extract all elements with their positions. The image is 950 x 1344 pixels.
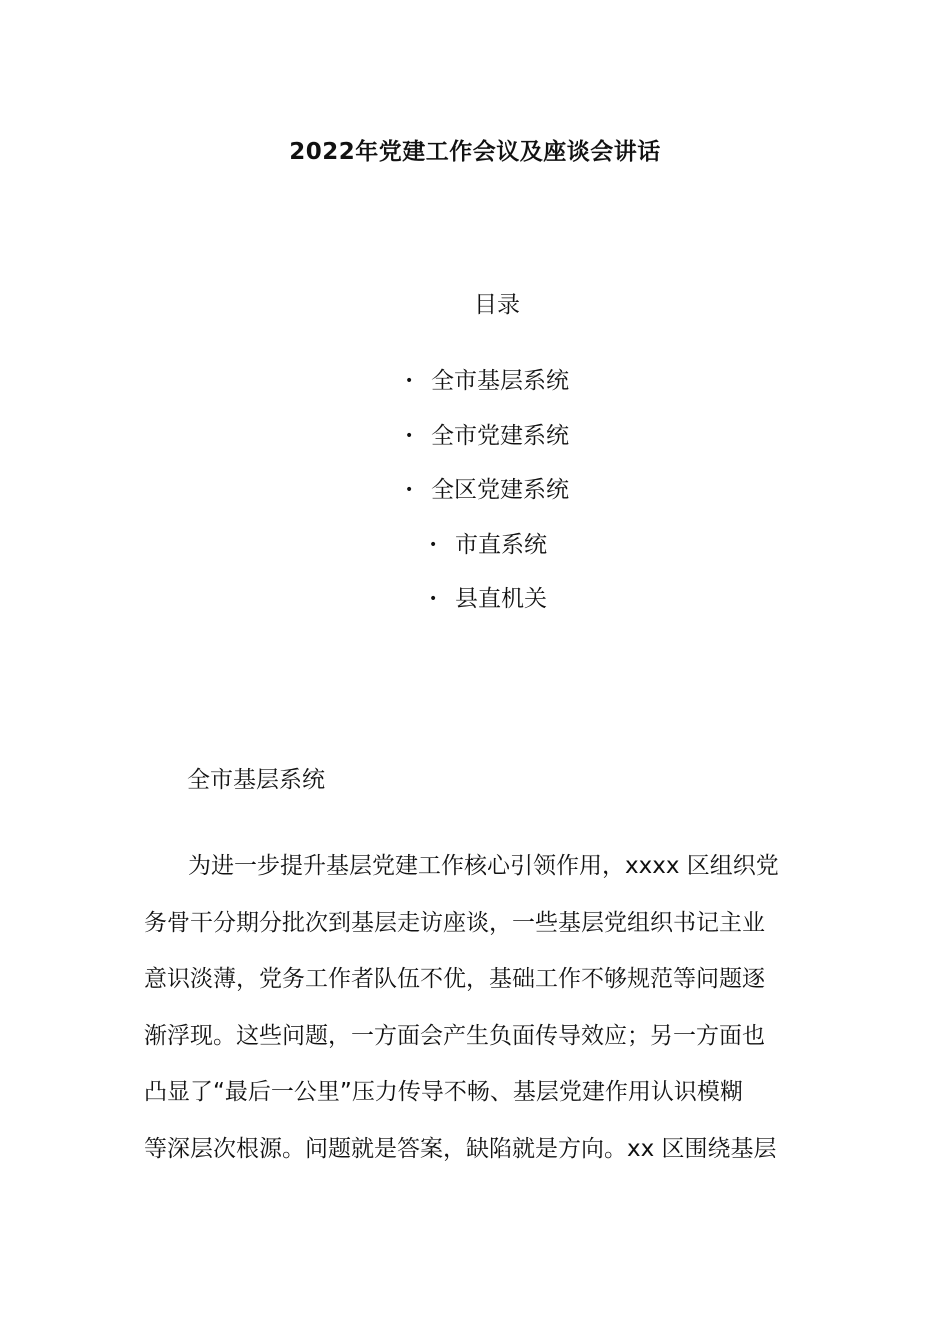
body-line: 渐浮现。这些问题，一方面会产生负面传导效应；另一方面也 — [144, 1022, 765, 1049]
bullet-icon: • — [429, 537, 438, 553]
toc-item-label: 市直系统 — [455, 532, 547, 558]
toc-item-label: 全区党建系统 — [431, 477, 569, 503]
toc-item[interactable] — [429, 528, 547, 562]
bullet-icon: • — [405, 482, 414, 498]
toc-item[interactable] — [429, 582, 547, 616]
bullet-icon: • — [429, 591, 438, 607]
bullet-icon: • — [405, 428, 414, 444]
toc-item-label: 县直机关 — [455, 586, 547, 612]
toc-item-label: 全市基层系统 — [431, 368, 569, 394]
section-body — [144, 838, 812, 1177]
section-heading: 全市基层系统 — [187, 767, 325, 793]
document-title: 2022年党建工作会议及座谈会讲话 — [289, 139, 661, 165]
bullet-icon: • — [405, 373, 414, 389]
toc-item-label: 全市党建系统 — [431, 423, 569, 449]
toc-heading: 目录 — [474, 292, 520, 318]
body-line: 务骨干分期分批次到基层走访座谈，一些基层党组织书记主业 — [144, 909, 765, 936]
body-line: 意识淡薄，党务工作者队伍不优，基础工作不够规范等问题逐 — [144, 966, 765, 992]
body-line: 等深层次根源。问题就是答案，缺陷就是方向。xx 区围绕基层 — [144, 1135, 777, 1162]
body-line: 凸显了“最后一公里”压力传导不畅、基层党建作用认识模糊 — [144, 1079, 743, 1105]
toc-item[interactable] — [405, 419, 569, 453]
toc-item[interactable] — [405, 364, 569, 398]
body-line: 为进一步提升基层党建工作核心引领作用，xxxx 区组织党 — [188, 853, 779, 879]
toc-item[interactable] — [405, 473, 569, 507]
